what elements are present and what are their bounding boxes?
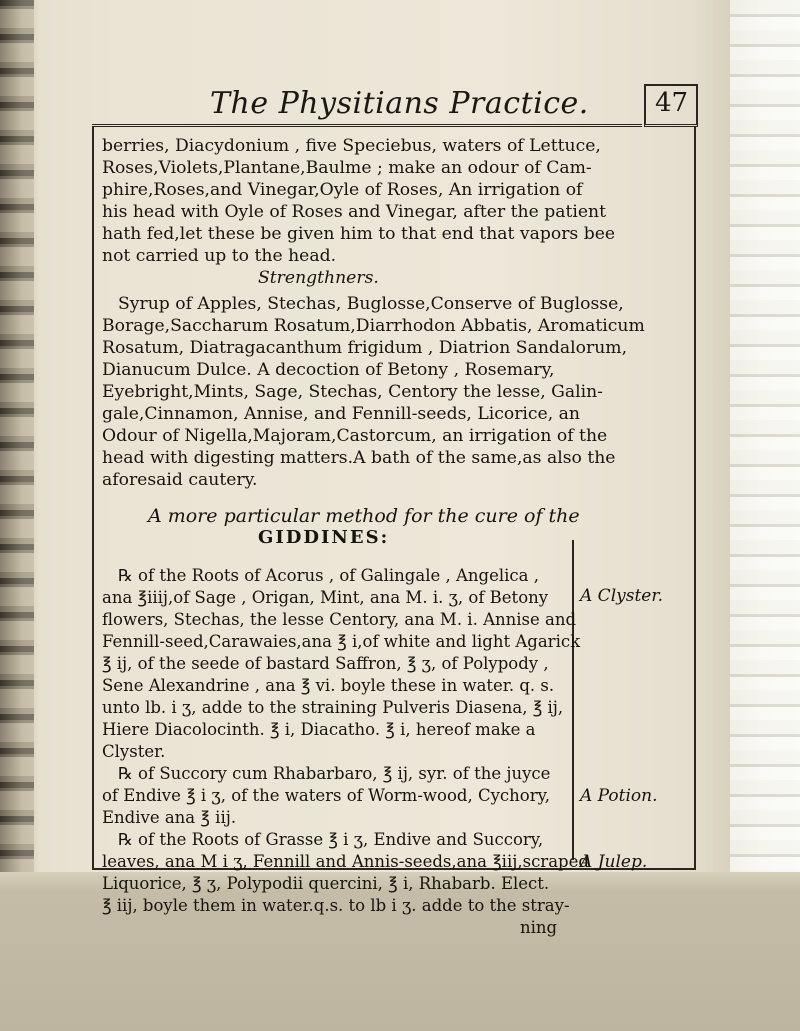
text-line: phire,Roses,and Vinegar,Oyle of Roses, An irrigation of — [102, 180, 583, 200]
text-line: Roses,Violets,Plantane,Baulme ; make an odour of Cam- — [102, 158, 592, 178]
text-line: ℥ ij, of the seede of bastard Saffron, ℥ ʒ, of Polypody , — [102, 654, 549, 673]
text-line: Eyebright,Mints, Sage, Stechas, Centory the lesse, Galin- — [102, 382, 603, 402]
running-head-title: The Physitians Practice. — [210, 86, 589, 121]
text-line: Dianucum Dulce. A decoction of Betony , Rosemary, — [102, 360, 555, 380]
text-line: Syrup of Apples, Stechas, Buglosse,Conserve of Buglosse, — [118, 294, 624, 314]
page-number: 47 — [655, 88, 689, 118]
text-line: head with digesting matters.A bath of the same,as also the — [102, 448, 616, 468]
text-line: of Endive ℥ i ʒ, of the waters of Worm-wood, Cychory, — [102, 786, 550, 805]
text-line: flowers, Stechas, the lesse Centory, ana M. i. Annise and — [102, 610, 577, 629]
text-line: ning — [520, 918, 558, 937]
margin-note-clyster: A Clyster. — [580, 586, 664, 606]
text-line: Rosatum, Diatragacanthum frigidum , Diatrion Sandalorum, — [102, 338, 628, 358]
text-line: Clyster. — [102, 742, 166, 761]
text-line: leaves, ana M i ʒ, Fennill and Annis-seeds,ana ℥iij,scraped — [102, 852, 589, 871]
text-line: unto lb. i ʒ, adde to the straining Pulveris Diasena, ℥ ij, — [102, 698, 564, 717]
text-line: ℞ of the Roots of Grasse ℥ i ʒ, Endive and Succory, — [118, 830, 544, 849]
text-line: Endive ana ℥ iij. — [102, 808, 237, 827]
text-line: hath fed,let these be given him to that end that vapors bee — [102, 224, 616, 244]
text-line: Liquorice, ℥ ʒ, Polypodii quercini, ℥ i, Rhabarb. Elect. — [102, 874, 550, 893]
section-heading: A more particular method for the cure of the — [148, 505, 580, 527]
text-line: ℞ of Succory cum Rhabarbaro, ℥ ij, syr. of the juyce — [118, 764, 551, 783]
section-subheading: Strengthners. — [258, 268, 379, 288]
text-line: ℥ iij, boyle them in water.q.s. to lb i ʒ. adde to the stray- — [102, 896, 570, 915]
margin-divider — [572, 540, 574, 860]
text-line: berries, Diacydonium , five Speciebus, waters of Lettuce, — [102, 136, 601, 156]
margin-note-potion: A Potion. — [580, 786, 658, 806]
text-line: gale,Cinnamon, Annise, and Fennill-seeds, Licorice, an — [102, 404, 580, 424]
text-line: aforesaid cautery. — [102, 470, 258, 490]
text-line: his head with Oyle of Roses and Vinegar, after the patient — [102, 202, 607, 222]
text-line: Hiere Diacolocinth. ℥ i, Diacatho. ℥ i, hereof make a — [102, 720, 536, 739]
text-line: not carried up to the head. — [102, 246, 337, 266]
margin-note-julep: A Julep. — [580, 852, 648, 872]
section-heading-caps: GIDDINES: — [258, 527, 390, 548]
text-line: Odour of Nigella,Majoram,Castorcum, an irrigation of the — [102, 426, 608, 446]
text-line: ana ℥iiij,of Sage , Origan, Mint, ana M. i. ʒ, of Betony — [102, 588, 549, 607]
text-line: Sene Alexandrine , ana ℥ vi. boyle these in water. q. s. — [102, 676, 555, 695]
text-line: Borage,Saccharum Rosatum,Diarrhodon Abbatis, Aromaticum — [102, 316, 645, 336]
text-line: ℞ of the Roots of Acorus , of Galingale , Angelica , — [118, 566, 539, 585]
text-line: Fennill-seed,Carawaies,ana ℥ i,of white and light Agarick — [102, 632, 581, 651]
